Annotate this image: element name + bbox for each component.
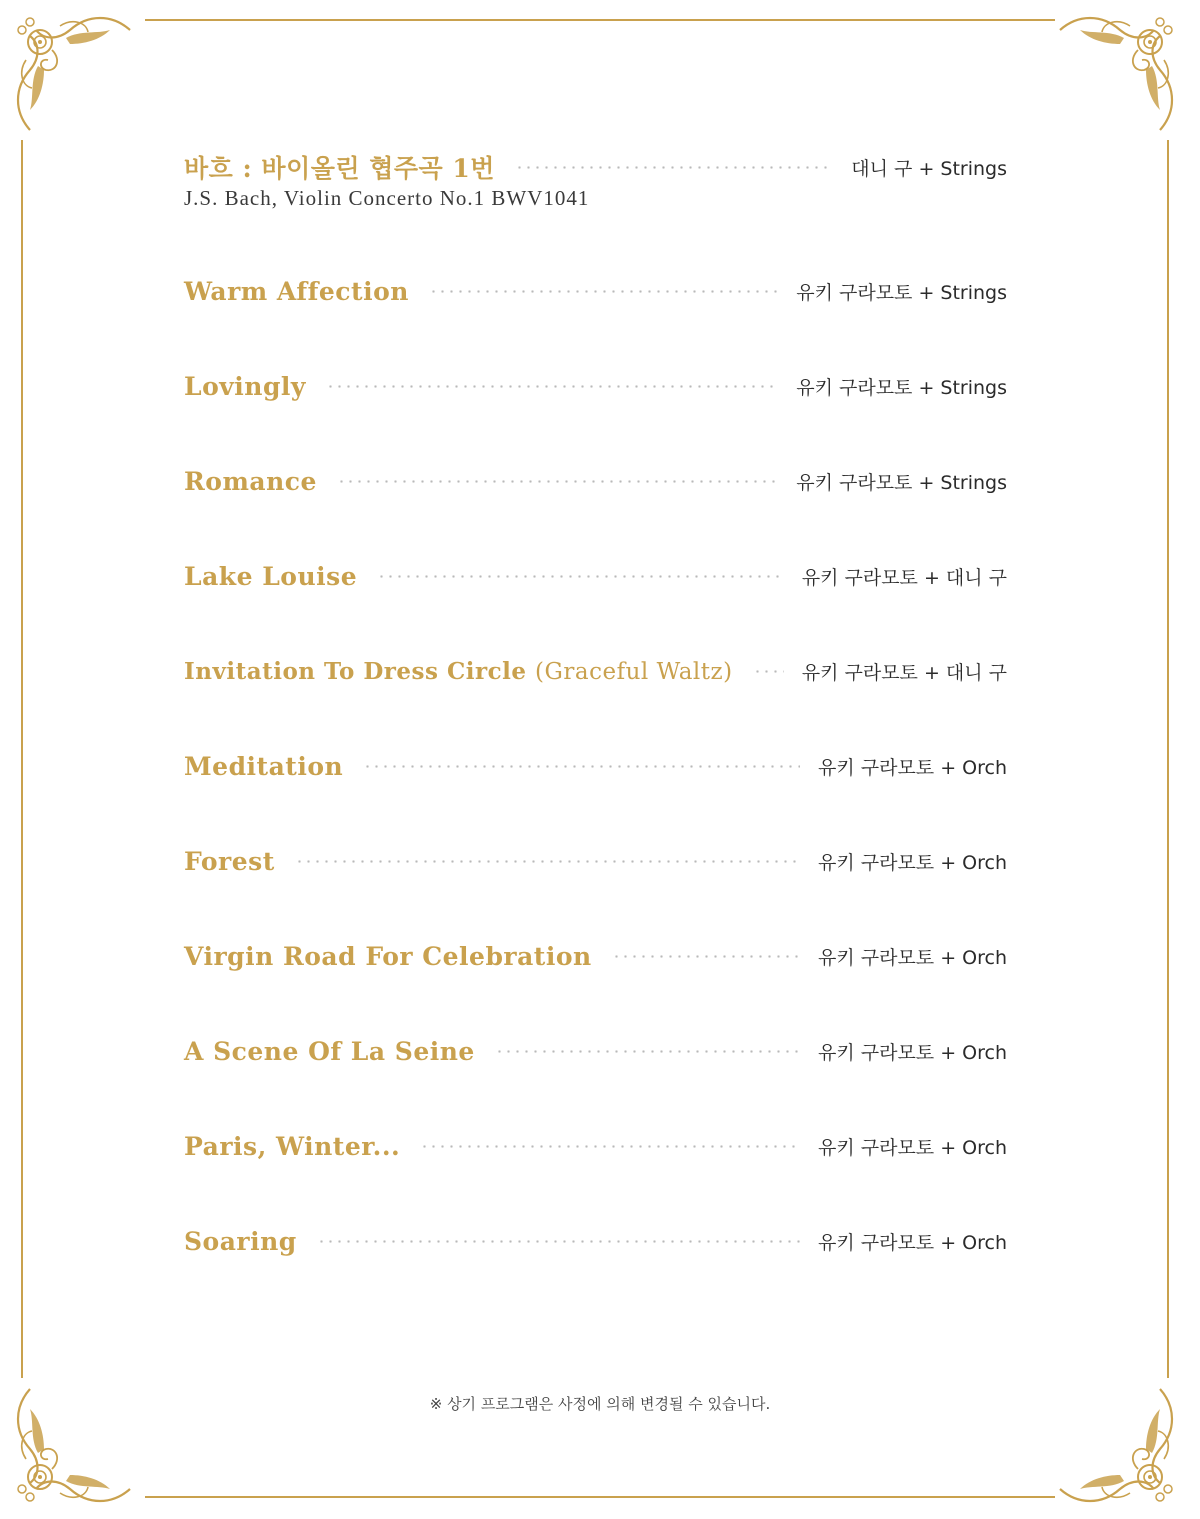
program-title: Virgin Road For Celebration (184, 941, 592, 971)
program-item (184, 1126, 1007, 1166)
dot-leader (612, 955, 800, 958)
dot-leader (420, 1145, 800, 1148)
program-item (184, 936, 1007, 976)
dot-leader (337, 480, 778, 483)
dot-leader (363, 765, 800, 768)
dot-leader (515, 166, 833, 169)
program-title: Meditation (184, 751, 344, 781)
dot-leader (429, 290, 778, 293)
program-item (184, 271, 1007, 311)
program-performer: 유키 구라모토 + Orch (817, 1231, 1007, 1254)
corner-ornament-top-right (1060, 18, 1172, 130)
program-performer: 유키 구라모토 + Orch (817, 756, 1007, 779)
program-performer: 유키 구라모토 + Strings (796, 471, 1007, 494)
program-title (184, 658, 733, 685)
dot-leader (495, 1050, 800, 1053)
program-item (184, 841, 1007, 881)
program-performer: 유키 구라모토 + Orch (817, 1136, 1007, 1159)
program-subtitle: J.S. Bach, Violin Concerto No.1 BWV1041 (184, 186, 590, 210)
program-item (184, 746, 1007, 786)
program-performer: 유키 구라모토 + Orch (817, 851, 1007, 874)
program-title: Soaring (184, 1226, 297, 1256)
program-performer: 유키 구라모토 + Orch (817, 1041, 1007, 1064)
dot-leader (377, 575, 784, 578)
program-item (184, 1031, 1007, 1071)
program-title-main: Invitation To Dress Circle (184, 657, 527, 685)
program-item (184, 366, 1007, 406)
program-title: Paris, Winter... (184, 1131, 401, 1161)
program-item (184, 147, 1007, 187)
program-performer: 유키 구라모토 + 대니 구 (801, 661, 1007, 684)
program-performer: 대니 구 + Strings (851, 157, 1007, 180)
program-title: A Scene Of La Seine (184, 1036, 475, 1066)
program-item (184, 461, 1007, 501)
dot-leader (295, 860, 800, 863)
program-title: Lake Louise (184, 561, 358, 591)
program-title: 바흐 : 바이올린 협주곡 1번 (184, 154, 495, 183)
program-title: Romance (184, 466, 317, 496)
corner-ornament-top-left (18, 18, 130, 130)
program-title-extra: (Graceful Waltz) (535, 658, 733, 685)
dot-leader (317, 1240, 800, 1243)
dot-leader (753, 670, 784, 673)
dot-leader (326, 385, 778, 388)
program-item (184, 556, 1007, 596)
program-title: Warm Affection (184, 276, 409, 306)
program-performer: 유키 구라모토 + Strings (796, 281, 1007, 304)
program-performer: 유키 구라모토 + 대니 구 (801, 566, 1007, 589)
program-title: Forest (184, 846, 275, 876)
program-performer: 유키 구라모토 + Orch (817, 946, 1007, 969)
program-item (184, 651, 1007, 691)
program-change-notice: ※ 상기 프로그램은 사정에 의해 변경될 수 있습니다. (429, 1395, 771, 1413)
program-title: Lovingly (184, 371, 306, 401)
program-performer: 유키 구라모토 + Strings (796, 376, 1007, 399)
program-item (184, 1221, 1007, 1261)
